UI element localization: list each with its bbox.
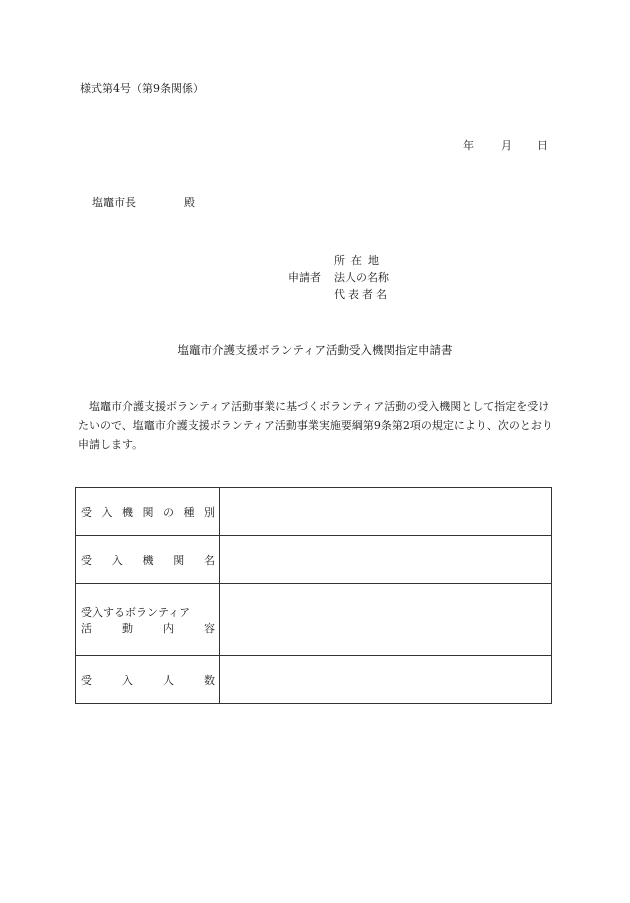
row-label-cell bbox=[76, 488, 220, 536]
row-label-cell bbox=[76, 536, 220, 584]
row-value-field[interactable] bbox=[220, 656, 552, 704]
applicant-block bbox=[288, 252, 428, 302]
applicant-corporation-name-label: 法人の名称 bbox=[334, 271, 389, 284]
row-institution-name bbox=[76, 536, 552, 584]
addressee-title: 塩竈市長 bbox=[92, 196, 136, 209]
row-label-cell bbox=[76, 656, 220, 704]
row-value-field[interactable] bbox=[220, 536, 552, 584]
application-form-table bbox=[75, 487, 552, 704]
date-year-label: 年 bbox=[463, 139, 474, 152]
row-value-field[interactable] bbox=[220, 584, 552, 656]
form-number: 様式第4号（第9条関係） bbox=[80, 82, 204, 95]
row-label-line: 受 入 人 数 bbox=[81, 673, 215, 687]
date-day-label: 日 bbox=[537, 139, 548, 152]
applicant-address-label: 所在地 bbox=[334, 254, 385, 267]
applicant-label: 申請者 bbox=[288, 271, 321, 284]
row-institution-type bbox=[76, 488, 552, 536]
row-volunteer-activity bbox=[76, 584, 552, 656]
body-text: 塩竈市介護支援ボランティア活動事業に基づくボランティア活動の受入機関として指定を受けたいので、塩竈市介護支援ボランティア活動事業実施要綱第9条第2項の規定により、次のとおり申請します。 bbox=[78, 400, 553, 451]
row-label-line: 受 入 機 関 の 種 別 bbox=[81, 505, 215, 519]
addressee-honorific: 殿 bbox=[184, 196, 195, 209]
row-label-line: 活 動 内 容 bbox=[81, 621, 215, 635]
row-accepted-count bbox=[76, 656, 552, 704]
row-label-line: 受 入 機 関 名 bbox=[81, 553, 215, 567]
applicant-representative-label: 代表者名 bbox=[334, 288, 390, 301]
date-month-label: 月 bbox=[501, 139, 512, 152]
document-title: 塩竈市介護支援ボランティア活動受入機関指定申請書 bbox=[177, 343, 453, 357]
row-value-field[interactable] bbox=[220, 488, 552, 536]
row-label-cell bbox=[76, 584, 220, 656]
row-label-line: 受入するボランティア bbox=[81, 605, 191, 619]
